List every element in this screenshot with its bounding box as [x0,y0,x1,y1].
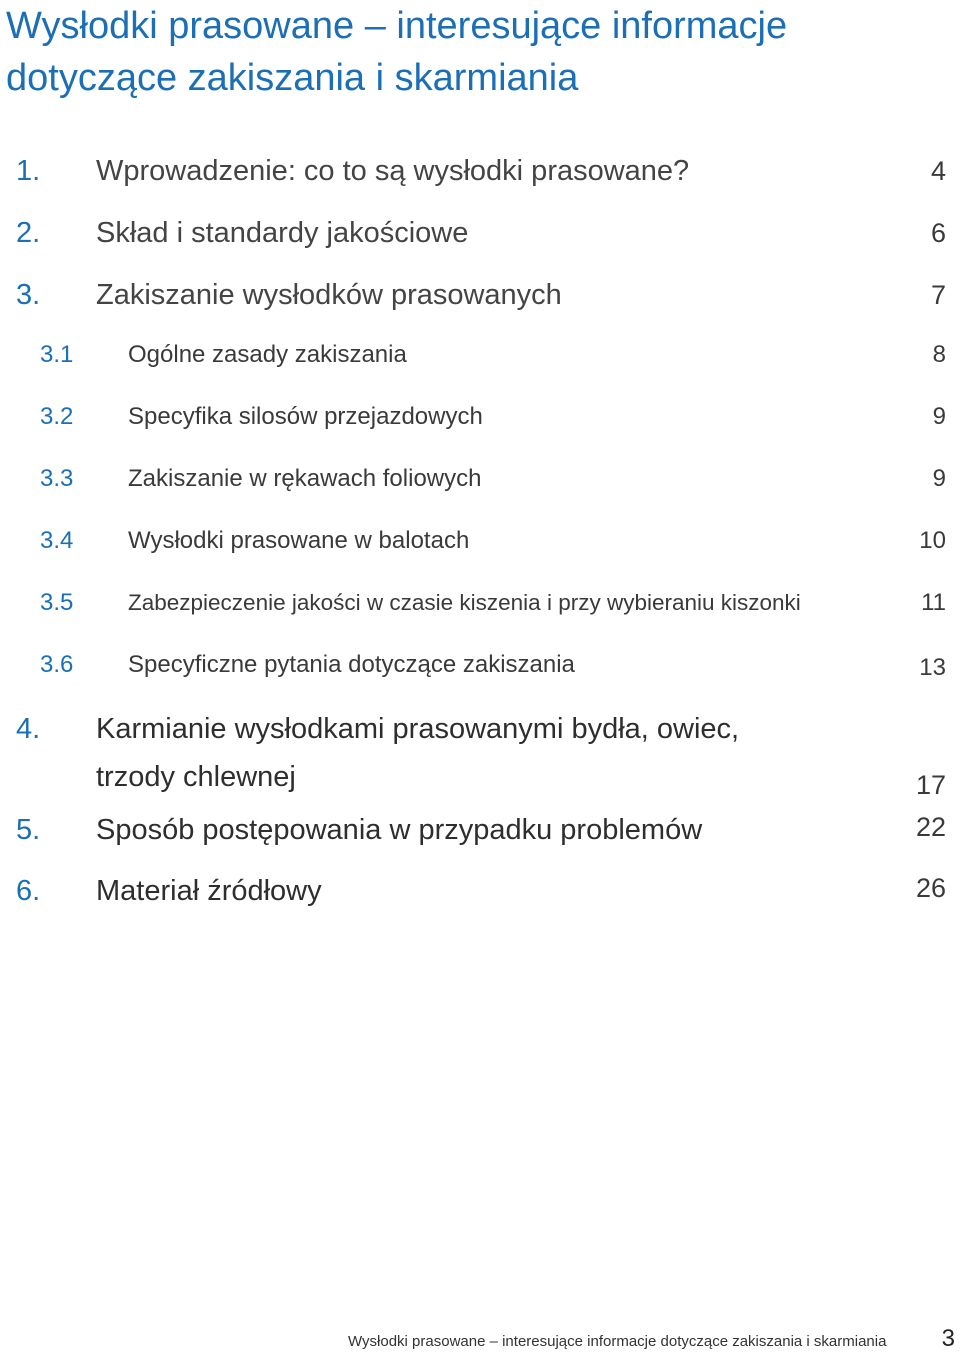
running-footer: Wysłodki prasowane – interesujące informacje dotyczące zakiszania i skarmiania [348,1333,887,1350]
toc-entry-number: 3.1 [40,341,74,368]
toc-entry-label: Zakiszanie wysłodków prasowanych [96,279,562,311]
page-number: 3 [941,1325,955,1352]
toc-entry-label: Zakiszanie w rękawach foliowych [128,465,482,492]
toc-entry-label: Sposób postępowania w przypadku problemów [96,814,703,846]
toc-entry-label: Ogólne zasady zakiszania [128,341,407,368]
toc-entry-number: 3.2 [40,403,74,430]
toc-entry-label: Wysłodki prasowane w balotach [128,527,470,554]
toc-entry-page: 9 [932,465,946,492]
toc-entry-number: 3.4 [40,527,74,554]
page-title: Wysłodki prasowane – interesujące informacje dotyczące zakiszania i skarmiania [6,5,788,99]
toc-entry-number: 4. [16,713,41,745]
toc-entry-page: 10 [919,527,946,554]
toc-entry-page: 17 [915,770,946,800]
toc-entry-page: 8 [932,341,946,368]
toc-entry-label: Skład i standardy jakościowe [96,217,469,249]
toc-entry-page: 13 [919,654,946,681]
toc-entry-label-line-2: trzody chlewnej [96,761,296,793]
toc-entry-number: 2. [16,217,41,249]
toc-entry-number: 6. [16,875,41,907]
toc-entry-page: 26 [915,873,946,903]
toc-entry-label: Zabezpieczenie jakości w czasie kiszenia i przy wybieraniu kiszonki [128,590,801,615]
toc-entry-page: 6 [930,218,946,248]
toc-entry-label: Wprowadzenie: co to są wysłodki prasowane? [96,155,690,187]
toc-entry-label: Specyfika silosów przejazdowych [128,403,483,430]
toc-entry-number: 1. [16,155,41,187]
toc-entry-page: 22 [915,812,946,842]
toc-entry-number: 5. [16,814,41,846]
toc-entry-number: 3.3 [40,465,74,492]
toc-entry-number: 3.5 [40,589,74,616]
toc-entry-page: 11 [921,589,946,616]
toc-entry-label: Materiał źródłowy [96,875,322,907]
toc-entry-page: 9 [932,403,946,430]
toc-entry-page: 4 [930,156,946,186]
toc-entry-page: 7 [930,280,946,310]
toc-entry-label-line-1: Karmianie wysłodkami prasowanymi bydła, owiec, [96,713,740,745]
toc-entry-number: 3. [16,279,41,311]
toc-entry-number: 3.6 [40,651,74,678]
toc-entry-label: Specyficzne pytania dotyczące zakiszania [128,651,575,678]
